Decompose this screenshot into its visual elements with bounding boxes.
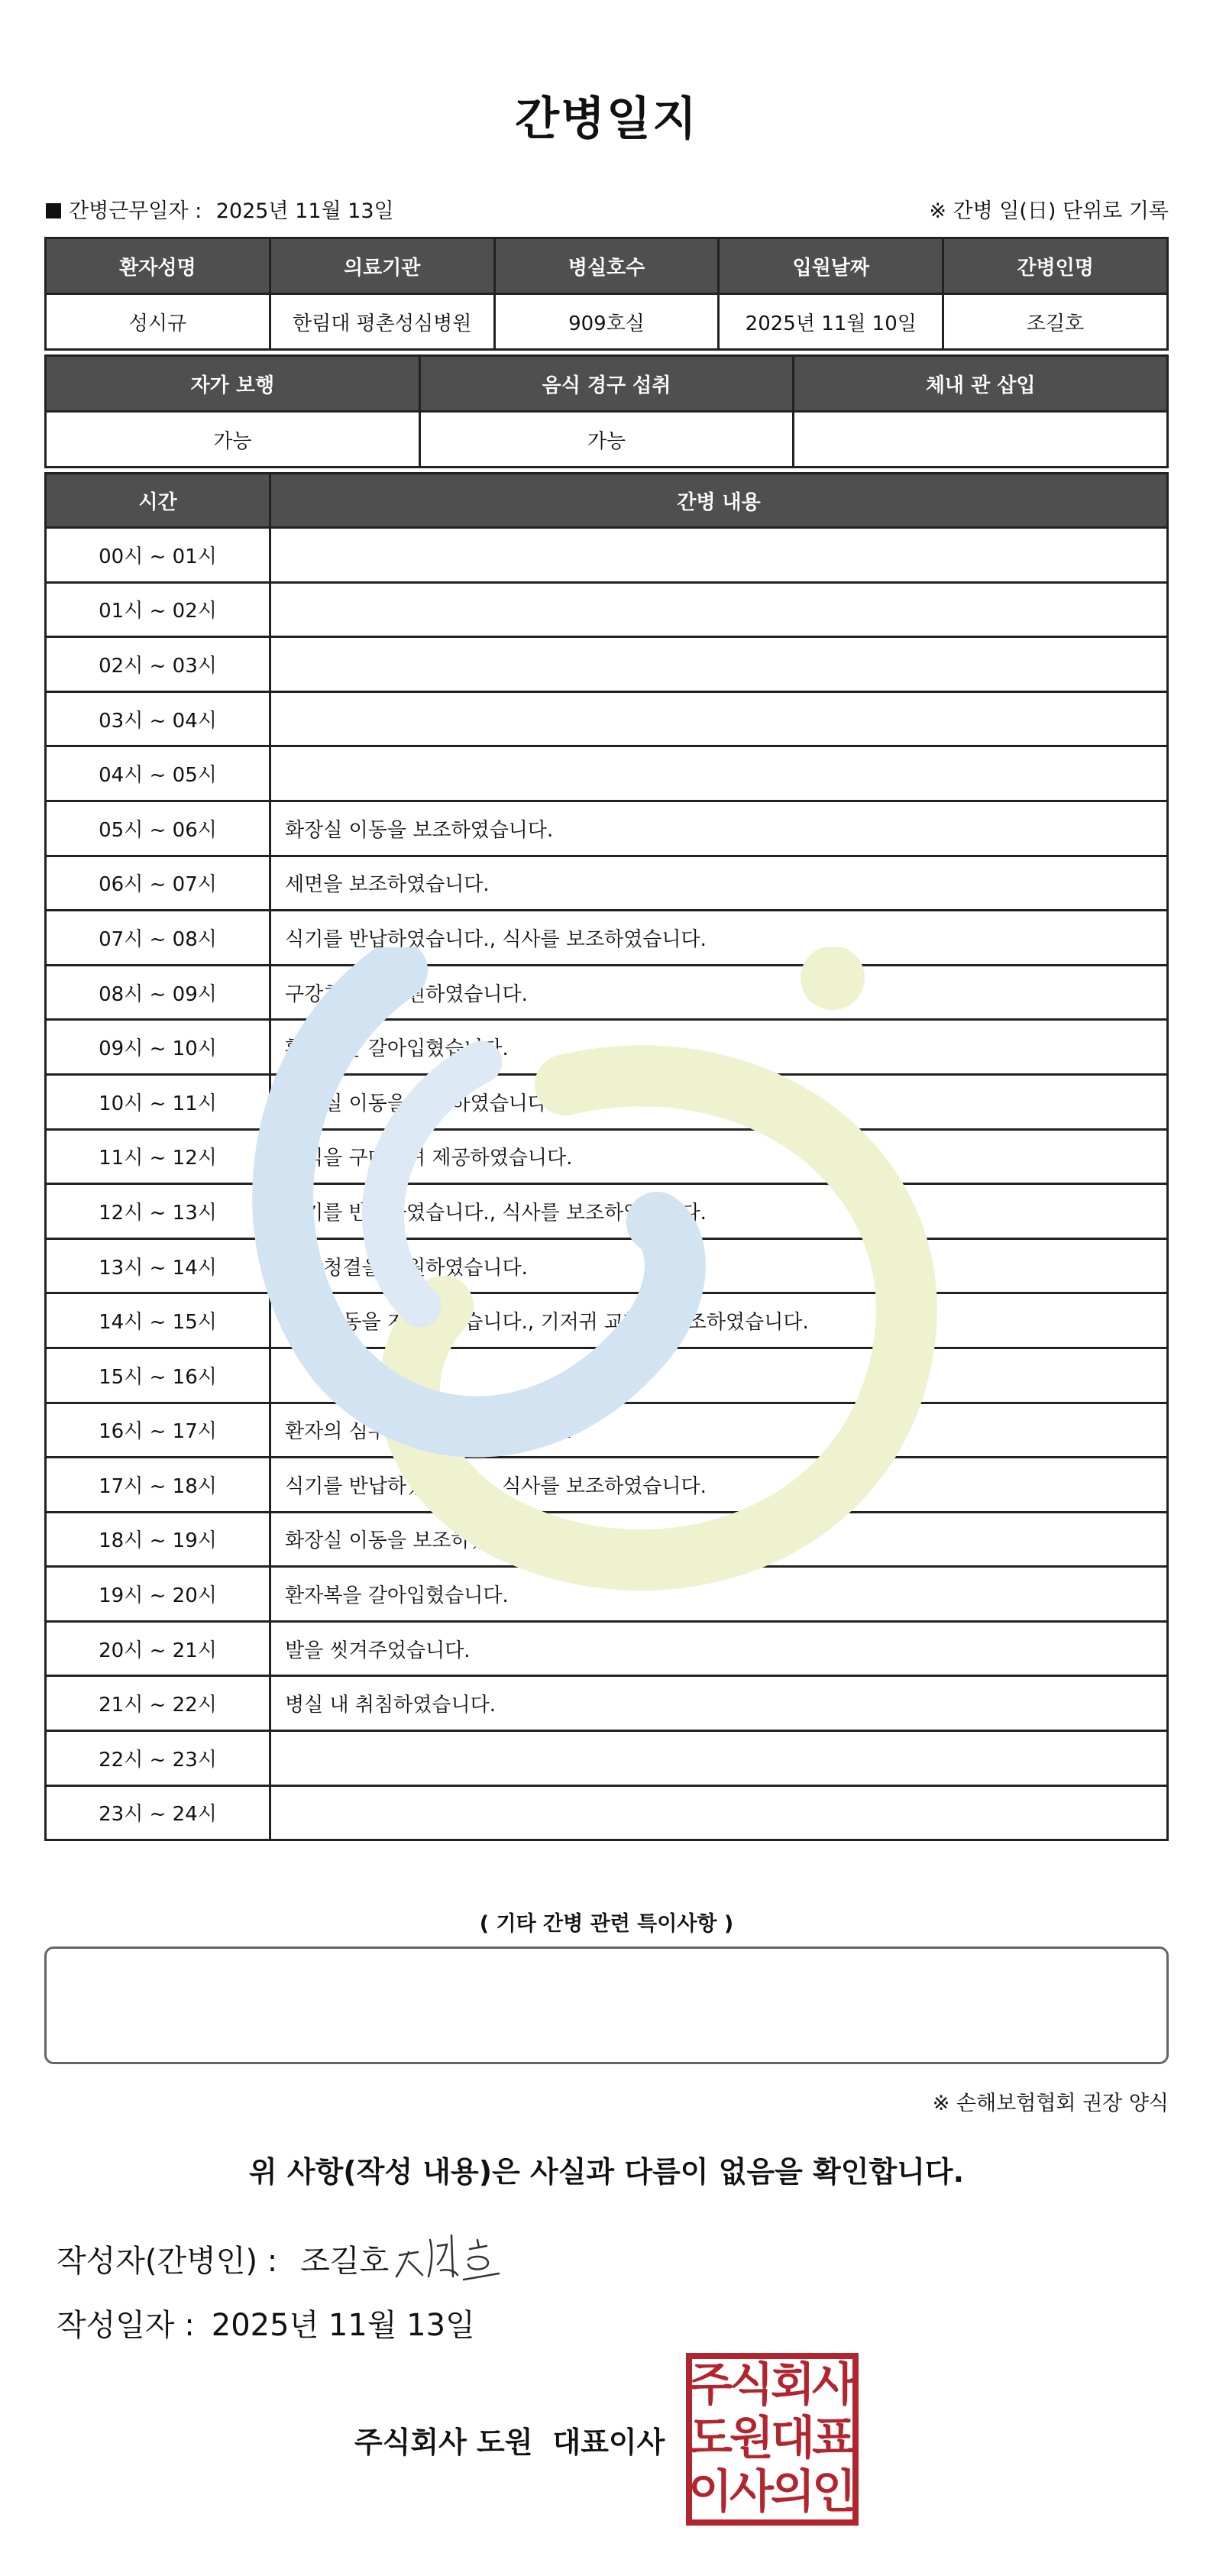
care-content-cell: 재활운동을 지원하였습니다., 기저귀 교환을 보조하였습니다. bbox=[270, 1293, 1168, 1348]
care-content-cell: 식기를 반납하였습니다., 식사를 보조하였습니다. bbox=[270, 1458, 1168, 1513]
oral-intake-status: 가능 bbox=[419, 412, 794, 468]
care-content-cell: 식기를 반납하였습니다., 식사를 보조하였습니다. bbox=[270, 911, 1168, 966]
writer-name: 조길호 bbox=[300, 2244, 390, 2279]
time-cell: 15시 ~ 16시 bbox=[46, 1348, 270, 1403]
care-content-cell bbox=[270, 1348, 1168, 1403]
care-content-cell: 구강청결을 지원하였습니다. bbox=[270, 965, 1168, 1020]
caregiver-name: 조길호 bbox=[943, 294, 1168, 350]
header-content: 간병 내용 bbox=[270, 474, 1168, 528]
table-header-row bbox=[46, 238, 1168, 294]
table-row bbox=[46, 801, 1168, 856]
table-row bbox=[46, 1512, 1168, 1567]
unit-note: ※ 간병 일(日) 단위로 기록 bbox=[929, 199, 1169, 223]
table-row bbox=[46, 1731, 1168, 1786]
table-row bbox=[46, 911, 1168, 966]
care-content-cell bbox=[270, 1785, 1168, 1840]
table-row bbox=[46, 1184, 1168, 1239]
table-row bbox=[46, 1785, 1168, 1840]
table-row bbox=[46, 746, 1168, 801]
seal-glyph: 표 bbox=[812, 2412, 856, 2465]
seal-glyph: 이 bbox=[688, 2465, 733, 2519]
seal-glyph: 인 bbox=[812, 2465, 856, 2519]
care-log-table bbox=[44, 472, 1169, 1841]
table-row bbox=[46, 1403, 1168, 1458]
time-cell: 10시 ~ 11시 bbox=[46, 1074, 270, 1129]
table-row bbox=[46, 1348, 1168, 1403]
work-date bbox=[46, 194, 394, 224]
header-caregiver: 간병인명 bbox=[943, 238, 1168, 294]
time-cell: 18시 ~ 19시 bbox=[46, 1512, 270, 1567]
date-label: 작성일자 : bbox=[57, 2308, 195, 2343]
writer-line bbox=[57, 2237, 389, 2280]
time-cell: 11시 ~ 12시 bbox=[46, 1129, 270, 1184]
hospital-name: 한림대 평촌성심병원 bbox=[270, 294, 494, 350]
square-bullet-icon bbox=[46, 203, 61, 218]
care-content-cell: 환자의 심부름을 수행하였습니다. bbox=[270, 1403, 1168, 1458]
seal-glyph: 식 bbox=[729, 2358, 774, 2412]
care-content-cell bbox=[270, 582, 1168, 637]
time-cell: 14시 ~ 15시 bbox=[46, 1293, 270, 1348]
table-row bbox=[46, 637, 1168, 692]
writer-label: 작성자(간병인) : bbox=[57, 2244, 278, 2279]
work-date-label: 간병근무일자 : bbox=[69, 199, 202, 223]
date-value: 2025년 11월 13일 bbox=[211, 2308, 475, 2343]
care-content-cell: 환자복을 갈아입혔습니다. bbox=[270, 1020, 1168, 1075]
care-content-cell bbox=[270, 637, 1168, 692]
care-content-cell: 화장실 이동을 보조하였습니다. bbox=[270, 1074, 1168, 1129]
room-number: 909호실 bbox=[494, 294, 719, 350]
table-row bbox=[46, 856, 1168, 911]
time-cell: 20시 ~ 21시 bbox=[46, 1621, 270, 1676]
time-cell: 12시 ~ 13시 bbox=[46, 1184, 270, 1239]
time-cell: 07시 ~ 08시 bbox=[46, 911, 270, 966]
time-cell: 03시 ~ 04시 bbox=[46, 691, 270, 746]
company-name: 주식회사 도원 bbox=[354, 2426, 533, 2459]
care-content-cell: 세면을 보조하였습니다. bbox=[270, 856, 1168, 911]
time-cell: 05시 ~ 06시 bbox=[46, 801, 270, 856]
handwritten-signature bbox=[393, 2229, 516, 2284]
care-content-cell: 식기를 반납하였습니다., 식사를 보조하였습니다. bbox=[270, 1184, 1168, 1239]
patient-info-table bbox=[44, 237, 1169, 351]
time-cell: 23시 ~ 24시 bbox=[46, 1785, 270, 1840]
care-content-cell bbox=[270, 528, 1168, 583]
patient-name: 성시규 bbox=[46, 294, 270, 350]
care-content-cell: 병실 내 취침하였습니다. bbox=[270, 1676, 1168, 1731]
table-row bbox=[46, 1676, 1168, 1731]
care-content-cell: 화장실 이동을 보조하였습니다. bbox=[270, 1512, 1168, 1567]
time-cell: 02시 ~ 03시 bbox=[46, 637, 270, 692]
header-patient-name: 환자성명 bbox=[46, 238, 270, 294]
seal-glyph: 원 bbox=[729, 2412, 774, 2465]
care-content-cell bbox=[270, 746, 1168, 801]
table-row bbox=[46, 294, 1168, 350]
time-cell: 06시 ~ 07시 bbox=[46, 856, 270, 911]
tube-insertion-status bbox=[794, 412, 1168, 468]
walking-status: 가능 bbox=[46, 412, 420, 468]
care-content-cell: 구강청결을 지원하였습니다. bbox=[270, 1238, 1168, 1293]
header-tube-insertion: 체내 관 삽입 bbox=[794, 356, 1168, 412]
company-role: 대표이사 bbox=[552, 2426, 665, 2459]
time-cell: 01시 ~ 02시 bbox=[46, 582, 270, 637]
company-line bbox=[354, 2419, 665, 2461]
table-row bbox=[46, 691, 1168, 746]
table-row bbox=[46, 1458, 1168, 1513]
work-date-value: 2025년 11월 13일 bbox=[215, 199, 394, 223]
seal-glyph: 대 bbox=[771, 2412, 815, 2465]
seal-glyph: 사 bbox=[729, 2465, 774, 2519]
care-content-cell: 환자복을 갈아입혔습니다. bbox=[270, 1567, 1168, 1622]
table-header-row bbox=[46, 474, 1168, 528]
time-cell: 16시 ~ 17시 bbox=[46, 1403, 270, 1458]
header-time: 시간 bbox=[46, 474, 270, 528]
table-row bbox=[46, 582, 1168, 637]
notes-title: ( 기타 간병 관련 특이사항 ) bbox=[479, 1912, 734, 1936]
time-cell: 08시 ~ 09시 bbox=[46, 965, 270, 1020]
time-cell: 09시 ~ 10시 bbox=[46, 1020, 270, 1075]
care-log-body bbox=[46, 528, 1168, 1840]
written-date-line bbox=[57, 2301, 475, 2345]
care-content-cell bbox=[270, 691, 1168, 746]
table-row bbox=[46, 528, 1168, 583]
header-hospital: 의료기관 bbox=[270, 238, 494, 294]
care-content-cell: 간식을 구매하여 제공하였습니다. bbox=[270, 1129, 1168, 1184]
table-row bbox=[46, 1238, 1168, 1293]
table-row bbox=[46, 1293, 1168, 1348]
time-cell: 22시 ~ 23시 bbox=[46, 1731, 270, 1786]
page-title: 간병일지 bbox=[515, 92, 698, 146]
table-row bbox=[46, 1129, 1168, 1184]
table-row bbox=[46, 965, 1168, 1020]
table-row bbox=[46, 1074, 1168, 1129]
recommend-note: ※ 손해보험협회 권장 양식 bbox=[932, 2092, 1169, 2115]
time-cell: 04시 ~ 05시 bbox=[46, 746, 270, 801]
table-header-row bbox=[46, 356, 1168, 412]
patient-status-table bbox=[44, 354, 1169, 468]
seal-glyph: 의 bbox=[771, 2465, 815, 2519]
header-room: 병실호수 bbox=[494, 238, 719, 294]
time-cell: 21시 ~ 22시 bbox=[46, 1676, 270, 1731]
seal-glyph: 회 bbox=[771, 2358, 815, 2412]
company-seal bbox=[686, 2353, 859, 2526]
table-row bbox=[46, 1621, 1168, 1676]
seal-glyph: 주 bbox=[688, 2358, 733, 2412]
table-row bbox=[46, 412, 1168, 468]
confirm-statement: 위 사항(작성 내용)은 사실과 다름이 없음을 확인합니다. bbox=[248, 2155, 965, 2189]
admission-date: 2025년 11월 10일 bbox=[719, 294, 943, 350]
time-cell: 19시 ~ 20시 bbox=[46, 1567, 270, 1622]
care-content-cell: 화장실 이동을 보조하였습니다. bbox=[270, 801, 1168, 856]
table-row bbox=[46, 1567, 1168, 1622]
care-content-cell bbox=[270, 1731, 1168, 1786]
header-oral-intake: 음식 경구 섭취 bbox=[419, 356, 794, 412]
notes-box bbox=[44, 1947, 1169, 2064]
time-cell: 17시 ~ 18시 bbox=[46, 1458, 270, 1513]
seal-glyph: 사 bbox=[812, 2358, 856, 2412]
time-cell: 13시 ~ 14시 bbox=[46, 1238, 270, 1293]
header-admission-date: 입원날짜 bbox=[719, 238, 943, 294]
time-cell: 00시 ~ 01시 bbox=[46, 528, 270, 583]
table-row bbox=[46, 1020, 1168, 1075]
header-walking: 자가 보행 bbox=[46, 356, 420, 412]
seal-glyph: 도 bbox=[688, 2412, 733, 2465]
care-content-cell: 발을 씻겨주었습니다. bbox=[270, 1621, 1168, 1676]
